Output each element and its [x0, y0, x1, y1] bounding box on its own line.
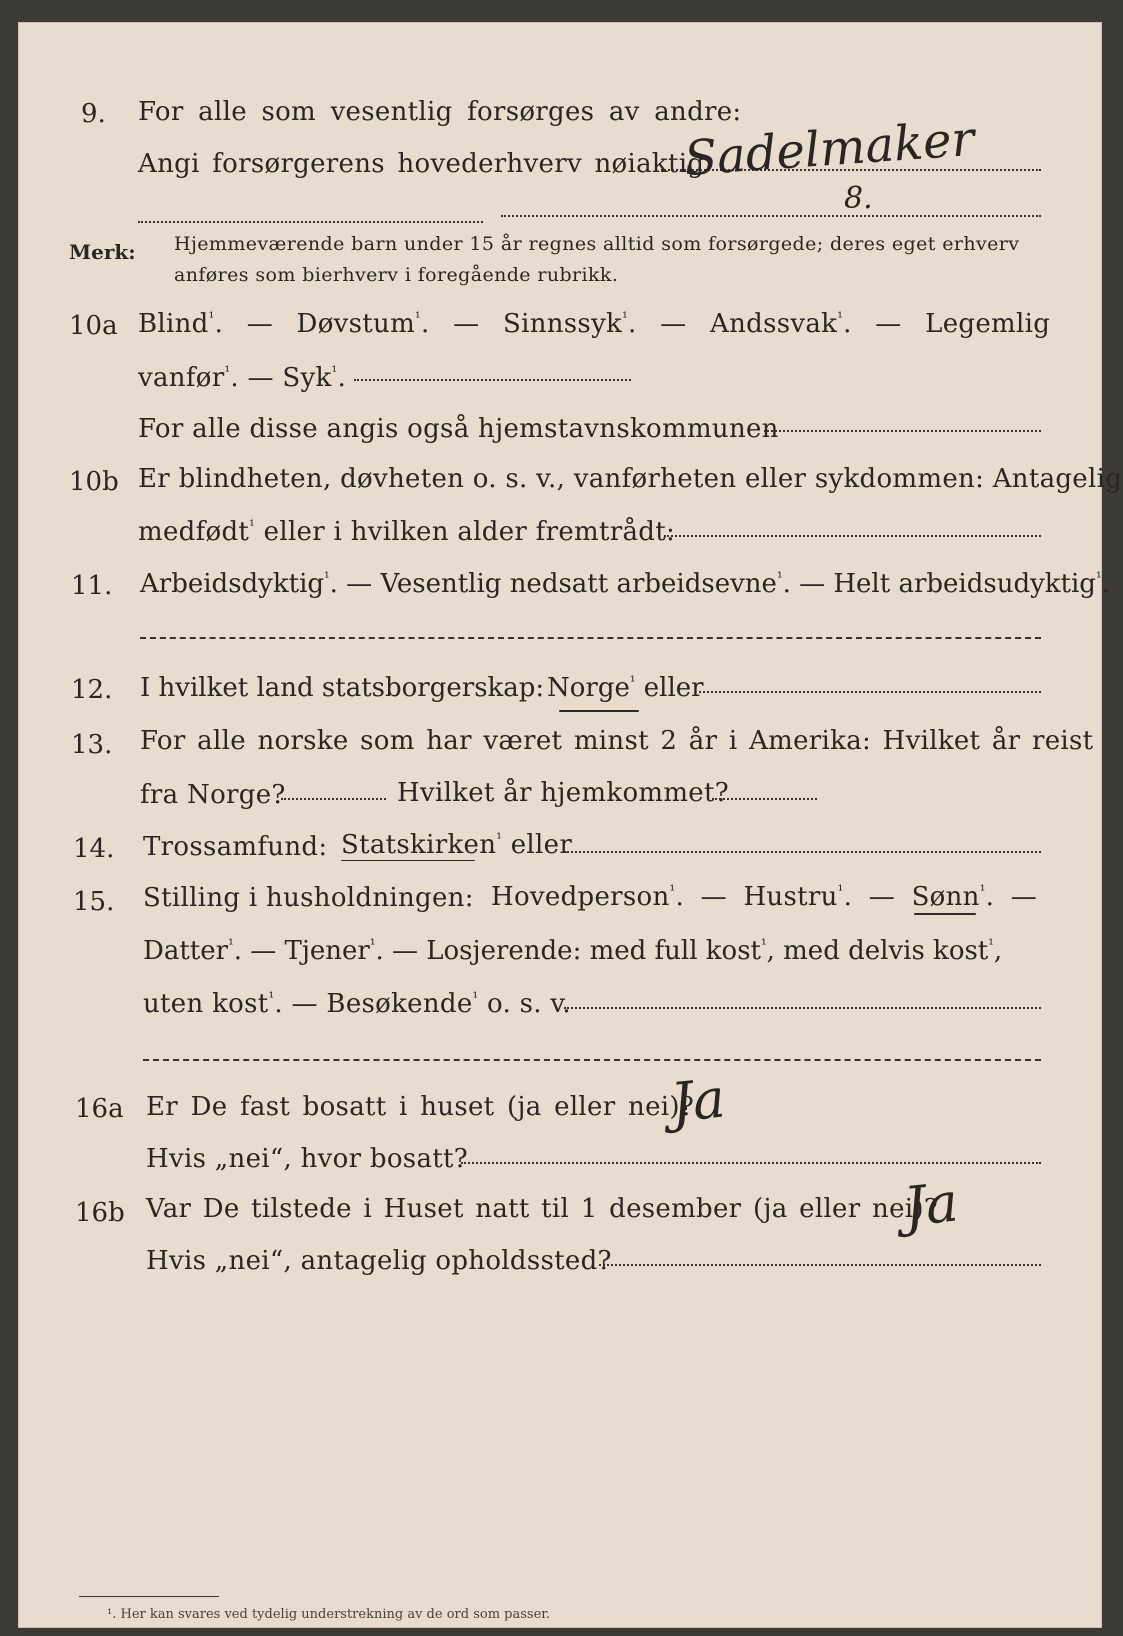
- q15-line1a: Stilling i husholdningen:: [143, 883, 474, 913]
- q13-line1: For alle norske som har været minst 2 år i Amerika: Hvilket år reist: [140, 726, 1094, 756]
- q16a-handwritten-answer: Ja: [667, 1066, 728, 1135]
- q11-separator: [140, 637, 1041, 639]
- q11-number: 11.: [71, 571, 113, 601]
- q15-number: 15.: [73, 887, 115, 917]
- q9-extra-line-left: [138, 221, 483, 223]
- q16a-line1: Er De fast bosatt i huset (ja eller nei)?: [146, 1092, 695, 1122]
- q10b-age-field: [664, 535, 1041, 537]
- q14-option: Statskirken$^{^1}$ eller: [341, 830, 573, 860]
- q10a-line2: vanfør$^{^1}$. — Syk$^{^1}$.: [138, 363, 347, 393]
- q15-line2: Datter$^{^1}$. — Tjener$^{^1}$. — Losjerende: med full kost$^{^1}$, med delvis kost$^{^1}$,: [143, 936, 1003, 966]
- q15-line3: uten kost$^{^1}$. — Besøkende$^{^1}$ o. s. v.: [143, 989, 571, 1019]
- q16a-line2: Hvis „nei“, hvor bosatt?: [146, 1144, 468, 1174]
- q10b-line2: medfødt$^{^1}$ eller i hvilken alder fremtrådt:: [138, 517, 675, 547]
- q12-option: Norge$^{^1}$ eller: [547, 673, 704, 703]
- q9-handwritten-answer: Sadelmaker: [682, 110, 977, 188]
- q16b-line2: Hvis „nei“, antagelig opholdssted?: [146, 1246, 612, 1276]
- census-form-page: [18, 22, 1123, 1628]
- q10b-line1: Er blindheten, døvheten o. s. v., vanførheten eller sykdommen: Antagelig: [138, 464, 1123, 494]
- footnote: ¹. Her kan svares ved tydelig understrekning av de ord som passer.: [107, 1607, 551, 1622]
- q12-norge-underline: [559, 710, 639, 712]
- q14-number: 14.: [73, 834, 115, 864]
- q16b-line1: Var De tilstede i Huset natt til 1 desember (ja eller nei)?: [146, 1194, 939, 1224]
- q13-line2a: fra Norge?: [140, 780, 286, 810]
- q13-reist-field: [281, 798, 386, 800]
- q10a-line1: Blind$^{^1}$. — Døvstum$^{^1}$. — Sinnssyk$^{^1}$. — Andssvak$^{^1}$. — Legemlig: [138, 309, 1051, 339]
- q9-extra-line-right: [501, 215, 1041, 217]
- q10a-line3: For alle disse angis også hjemstavnskommunen: [138, 414, 779, 444]
- q9-handwritten-answer-2: 8.: [844, 181, 873, 216]
- q14-prefix: Trossamfund:: [143, 832, 328, 862]
- merk-line2: anføres som bierhverv i foregående rubrikk.: [174, 264, 619, 286]
- q9-line2: Angi forsørgerens hovederhverv nøiaktig: [138, 149, 705, 179]
- q15-field: [564, 1007, 1041, 1009]
- q10a-kommune-field: [764, 430, 1041, 432]
- q16b-handwritten-answer: Ja: [900, 1170, 961, 1239]
- q12-prefix: I hvilket land statsborgerskap:: [140, 673, 545, 703]
- q13-hjemkommet-field: [712, 798, 817, 800]
- q15-separator: [143, 1059, 1041, 1061]
- merk-label: Merk:: [69, 240, 136, 264]
- q12-number: 12.: [71, 675, 113, 705]
- merk-line1: Hjemmeværende barn under 15 år regnes alltid som forsørgede; deres eget erhverv: [174, 233, 1020, 255]
- footnote-rule: [79, 1596, 219, 1597]
- q9-line1: For alle som vesentlig forsørges av andre:: [138, 97, 742, 127]
- q10b-number: 10b: [69, 467, 119, 497]
- q12-country-field: [699, 691, 1041, 693]
- q15-sonn-underline: [914, 913, 976, 915]
- q9-number: 9.: [81, 99, 106, 129]
- q11-line1: Arbeidsdyktig$^{^1}$. — Vesentlig nedsatt arbeidsevne$^{^1}$. — Helt arbeidsudyktig$^{^1}$.: [140, 569, 1110, 599]
- q16b-number: 16b: [75, 1198, 125, 1228]
- q15-line1b: Hovedperson$^{^1}$. — Hustru$^{^1}$. — Sønn$^{^1}$. —: [491, 882, 1038, 912]
- q10a-line2-field: [354, 379, 631, 381]
- q16a-number: 16a: [75, 1094, 124, 1124]
- q16b-opholdssted-field: [599, 1264, 1041, 1266]
- q13-number: 13.: [71, 730, 113, 760]
- q14-trossamfund-field: [564, 851, 1041, 853]
- q16a-bosatt-field: [461, 1162, 1041, 1164]
- q13-line2b: Hvilket år hjemkommet?: [397, 778, 729, 808]
- q14-statskirken-underline: [341, 860, 475, 861]
- q10a-number: 10a: [69, 311, 118, 341]
